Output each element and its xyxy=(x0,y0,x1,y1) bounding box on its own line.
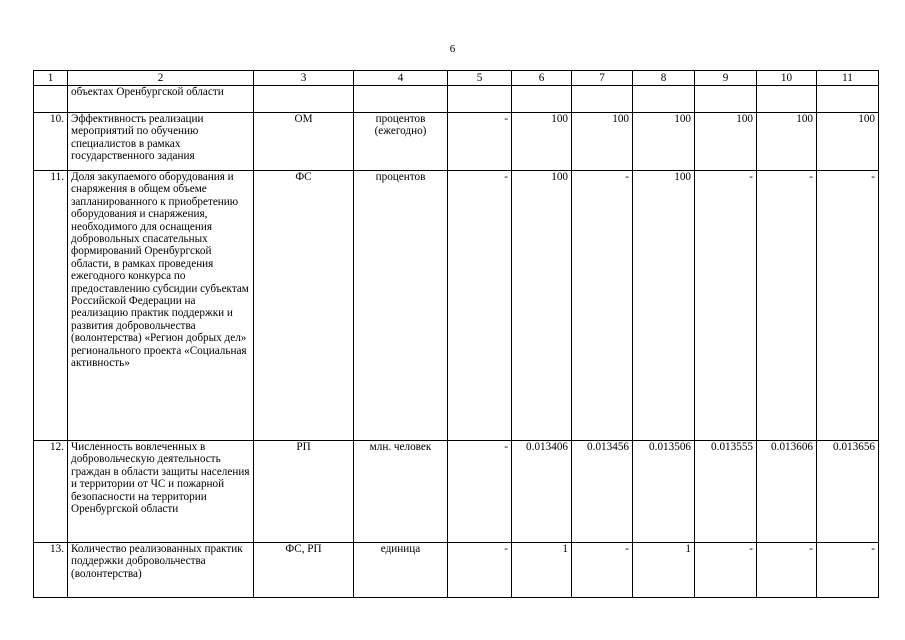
year-value: - xyxy=(817,171,879,441)
table-row xyxy=(34,113,879,171)
year-value: 100 xyxy=(633,171,695,441)
header-cell: 9 xyxy=(695,71,757,86)
indicator-type: ОМ xyxy=(254,113,354,171)
header-cell: 2 xyxy=(68,71,254,86)
year-value: 100 xyxy=(512,113,572,171)
year-value xyxy=(817,86,879,113)
base-value: - xyxy=(448,543,512,598)
header-cell: 1 xyxy=(34,71,68,86)
base-value xyxy=(448,86,512,113)
unit-of-measure: процентов (ежегодно) xyxy=(354,113,448,171)
year-value: 0.013506 xyxy=(633,441,695,543)
year-value: 100 xyxy=(633,113,695,171)
year-value: 1 xyxy=(633,543,695,598)
row-number: 11. xyxy=(34,171,68,441)
indicator-name: Численность вовлеченных в добровольческую деятельность граждан в области защиты населения и территории от ЧС и пожарной безопасности на территории Оренбургской области xyxy=(68,441,254,543)
year-value xyxy=(695,86,757,113)
indicator-type: ФС xyxy=(254,171,354,441)
year-value: 100 xyxy=(757,113,817,171)
table-row xyxy=(34,441,879,543)
year-value: 0.013555 xyxy=(695,441,757,543)
unit-of-measure: единица xyxy=(354,543,448,598)
base-value: - xyxy=(448,441,512,543)
table-row xyxy=(34,86,879,113)
indicator-name: Эффективность реализации мероприятий по обучению специалистов в рамках государственного задания xyxy=(68,113,254,171)
year-value: - xyxy=(817,543,879,598)
year-value: 100 xyxy=(512,171,572,441)
indicator-type: РП xyxy=(254,441,354,543)
year-value: - xyxy=(757,543,817,598)
year-value: 0.013456 xyxy=(572,441,633,543)
base-value: - xyxy=(448,171,512,441)
year-value: - xyxy=(572,543,633,598)
year-value xyxy=(512,86,572,113)
header-cell: 4 xyxy=(354,71,448,86)
year-value: 100 xyxy=(817,113,879,171)
header-cell: 7 xyxy=(572,71,633,86)
unit-of-measure xyxy=(354,86,448,113)
table-row xyxy=(34,543,879,598)
year-value xyxy=(572,86,633,113)
year-value: 100 xyxy=(695,113,757,171)
year-value: - xyxy=(572,171,633,441)
year-value: 100 xyxy=(572,113,633,171)
indicator-type xyxy=(254,86,354,113)
row-number: 10. xyxy=(34,113,68,171)
header-cell: 3 xyxy=(254,71,354,86)
year-value xyxy=(757,86,817,113)
indicator-type: ФС, РП xyxy=(254,543,354,598)
header-cell: 5 xyxy=(448,71,512,86)
indicators-table xyxy=(33,70,879,598)
unit-of-measure: процентов xyxy=(354,171,448,441)
year-value: - xyxy=(757,171,817,441)
year-value: 0.013406 xyxy=(512,441,572,543)
header-row xyxy=(34,71,879,86)
indicator-name: Доля закупаемого оборудования и снаряжения в общем объеме запланированного к приобретению оборудования и снаряжения, необходимого для оснащения добровольных спасательных формирований Оренбургской области, в рамках проведения ежегодного конкурса по предоставлению субсидии субъектам Российской Федерации на реализацию практик поддержки и развития добровольчества (волонтерства) «Регион добрых дел» регионального проекта «Социальная активность» xyxy=(68,171,254,441)
header-cell: 8 xyxy=(633,71,695,86)
row-number: 12. xyxy=(34,441,68,543)
row-number xyxy=(34,86,68,113)
unit-of-measure: млн. человек xyxy=(354,441,448,543)
header-cell: 11 xyxy=(817,71,879,86)
indicator-name: Количество реализованных практик поддержки добровольчества (волонтерства) xyxy=(68,543,254,598)
indicator-name: объектах Оренбургской области xyxy=(68,86,254,113)
page-number: 6 xyxy=(449,43,456,55)
year-value: 0.013656 xyxy=(817,441,879,543)
base-value: - xyxy=(448,113,512,171)
year-value: 0.013606 xyxy=(757,441,817,543)
year-value: - xyxy=(695,171,757,441)
header-cell: 10 xyxy=(757,71,817,86)
year-value: - xyxy=(695,543,757,598)
table-row xyxy=(34,171,879,441)
row-number: 13. xyxy=(34,543,68,598)
year-value xyxy=(633,86,695,113)
year-value: 1 xyxy=(512,543,572,598)
header-cell: 6 xyxy=(512,71,572,86)
